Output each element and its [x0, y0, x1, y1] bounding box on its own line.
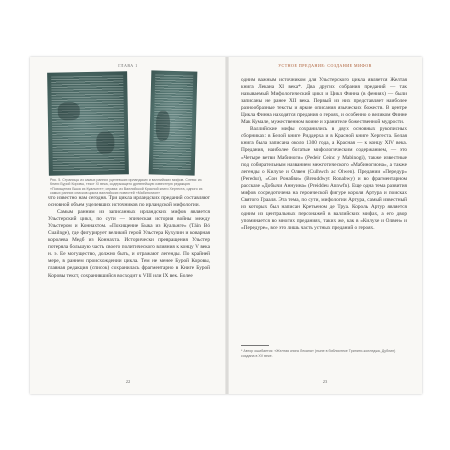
- manuscript-photo-red-book-of-hergest: [149, 70, 198, 175]
- running-head-left: ГЛАВА 1: [118, 63, 138, 68]
- running-head-right: УСТНОЕ ПРЕДАНИЕ: СОЗДАНИЕ МИФОВ: [278, 63, 372, 68]
- page-number-right: 23: [322, 379, 328, 384]
- page-number-left: 22: [125, 379, 131, 384]
- paragraph: что известно нам сегодня. Три цикла ирландских преданий составляют основной объем уцелевших источников по ирландской мифологии.: [48, 195, 210, 209]
- left-body-text: [48, 195, 210, 280]
- right-body-text: [241, 77, 407, 232]
- figure-caption: Рис. 5. Страницы из самых ранних уцелевших ирландских и валлийских мифов. Слева: из Книги Бурой Коровы, текст XI века, содержащего древнейшую известную редакцию «Похищения Быка из Куальнге»; справа: из Валлийской Красной книги Хергеста, одного из самых ранних списков цикла валлийских повестей «Мабиногион»: [50, 178, 203, 196]
- right-page: [228, 57, 422, 394]
- paragraph: одним важным источником для Ульстерского цикла является Желтая книга Лекана XI века*. Два других собрания преданий — так называемый Мифологический цикл и Цикл Финна (в фениях) — были записаны не ранее XII века. Первый из них представляет наиболее разнообразные тексты и яркие описания языческих божеств. В центре Цикла Финна находятся предания о героях, и особенно о великом Финне Мак Кумале, мужественном воине и хранителе божественной мудрости.: [241, 77, 407, 126]
- footnote-rule: [241, 345, 269, 346]
- left-page: [30, 57, 226, 394]
- paragraph: Валлийские мифы сохранились в двух основных рукописных сборниках: в Белой книге Риддерха и в Красной книге Хергеста. Белая книга была записана около 1300 года, а Красная — к концу XIV века. Предания, наиболее богатые мифологическим содержанием, — это «Четыре ветви Мабиноги» (Pedeir Ceinc y Mabinogi), также известные под собирательным названием межготического «Мабиногиона», а также легенды о Килухе и Олвен (Culhwch ac Olwen). Предании «Передур» (Peredur), «Сон Ронабви» (Breuddwyt Ronabwy) и во фрагментарном рассказе «Добычи Аннуина» (Preiddeu Annwfn). Еще одна тема развития мифов сосредоточена на героической фигуре короля Артура и поисках Святого Грааля. Эта тема, по сути, мифологии Артура, самый известный из которых был написан Кретьеном де Труа. Король Артур является одним из центральных персонажей в валлийских мифах, а его двор упоминается во многих преданиях, таких же, как в «Килухе и Олвен» и «Передуре», все это лишь часть устных преданий о героях.: [241, 126, 407, 231]
- book-spread: [30, 57, 422, 394]
- manuscript-photo-book-of-dun-cow: [47, 71, 129, 175]
- paragraph: Самым ранним из записанных ирландских мифов является Ульстерский цикл, по сути — эпическая история войны между Ульстером и Коннахтом. «Похищение Быка из Куальнге» (Táin Bó Cuailnge), где фигурирует великий герой Ульстера Кухулин и коварная королева Медб из Коннахта. Исторически превращения Ульстер потеряла большую часть своего политического влияния к концу V века н. э. Ее могущество, должно быть, и отражают легенды. По крайней мере, в раннем происхождении цикла. Тем не менее Бурой Коровы, главная редакция (список) сохранилась фрагментарно в Книге Бурой Коровы текст, сохранившийся восходит к VIII или IX век. Более: [48, 209, 210, 279]
- footnote: * Автор ошибается: «Желтая книга Лекана» (ныне в библиотеке Тринити-колледжа, Дублин) создана в XV веке.: [241, 349, 396, 358]
